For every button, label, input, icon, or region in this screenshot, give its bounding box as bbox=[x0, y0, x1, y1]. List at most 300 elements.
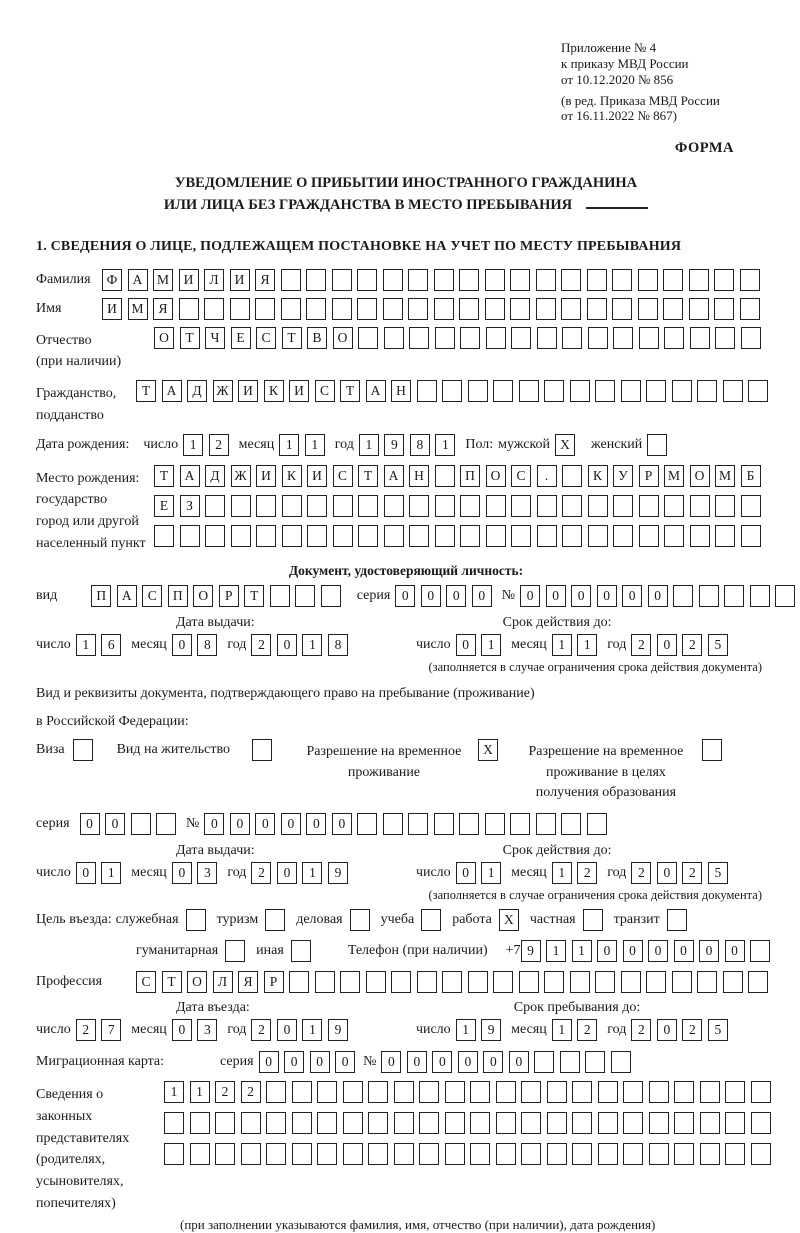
char-box[interactable]: 0 bbox=[657, 1019, 677, 1041]
char-box[interactable] bbox=[434, 269, 454, 291]
char-box[interactable]: У bbox=[613, 465, 633, 487]
char-box[interactable]: 1 bbox=[552, 1019, 572, 1041]
char-box[interactable] bbox=[190, 1112, 210, 1134]
char-box[interactable]: 1 bbox=[552, 862, 572, 884]
char-box[interactable] bbox=[435, 327, 455, 349]
char-box[interactable] bbox=[317, 1081, 337, 1103]
char-box[interactable]: 2 bbox=[577, 1019, 597, 1041]
char-box[interactable] bbox=[332, 269, 352, 291]
char-box[interactable] bbox=[646, 380, 666, 402]
char-box[interactable] bbox=[394, 1112, 414, 1134]
char-box[interactable]: 0 bbox=[407, 1051, 427, 1073]
char-box[interactable]: 1 bbox=[190, 1081, 210, 1103]
char-box[interactable] bbox=[748, 380, 768, 402]
char-box[interactable]: 0 bbox=[306, 813, 326, 835]
char-box[interactable]: 1 bbox=[305, 434, 325, 456]
char-box[interactable] bbox=[295, 585, 315, 607]
char-box[interactable] bbox=[583, 909, 603, 931]
char-box[interactable] bbox=[493, 971, 513, 993]
char-box[interactable] bbox=[460, 495, 480, 517]
char-box[interactable]: Д bbox=[187, 380, 207, 402]
char-box[interactable]: 0 bbox=[483, 1051, 503, 1073]
char-box[interactable] bbox=[741, 525, 761, 547]
char-box[interactable]: 3 bbox=[197, 1019, 217, 1041]
char-box[interactable]: Я bbox=[238, 971, 258, 993]
char-box[interactable]: К bbox=[282, 465, 302, 487]
char-box[interactable] bbox=[317, 1112, 337, 1134]
char-box[interactable]: 0 bbox=[381, 1051, 401, 1073]
char-box[interactable] bbox=[291, 940, 311, 962]
char-box[interactable]: И bbox=[230, 269, 250, 291]
char-box[interactable] bbox=[383, 269, 403, 291]
char-box[interactable]: X bbox=[499, 909, 519, 931]
char-box[interactable]: 1 bbox=[481, 634, 501, 656]
char-box[interactable] bbox=[204, 298, 224, 320]
char-box[interactable] bbox=[537, 525, 557, 547]
char-box[interactable] bbox=[595, 971, 615, 993]
char-box[interactable] bbox=[417, 971, 437, 993]
char-box[interactable] bbox=[230, 298, 250, 320]
char-box[interactable] bbox=[486, 495, 506, 517]
char-box[interactable]: Т bbox=[162, 971, 182, 993]
char-box[interactable]: 1 bbox=[577, 634, 597, 656]
char-box[interactable]: О bbox=[333, 327, 353, 349]
char-box[interactable] bbox=[715, 525, 735, 547]
char-box[interactable] bbox=[561, 813, 581, 835]
char-box[interactable]: 0 bbox=[571, 585, 591, 607]
char-box[interactable]: 1 bbox=[435, 434, 455, 456]
char-box[interactable] bbox=[623, 1112, 643, 1134]
char-box[interactable]: 0 bbox=[509, 1051, 529, 1073]
char-box[interactable] bbox=[368, 1143, 388, 1165]
char-box[interactable] bbox=[292, 1112, 312, 1134]
char-box[interactable]: 2 bbox=[215, 1081, 235, 1103]
char-box[interactable] bbox=[612, 298, 632, 320]
char-box[interactable] bbox=[740, 298, 760, 320]
char-box[interactable] bbox=[613, 327, 633, 349]
char-box[interactable] bbox=[468, 971, 488, 993]
char-box[interactable] bbox=[750, 940, 770, 962]
char-box[interactable] bbox=[435, 495, 455, 517]
char-box[interactable] bbox=[496, 1081, 516, 1103]
char-box[interactable] bbox=[588, 327, 608, 349]
char-box[interactable] bbox=[690, 525, 710, 547]
char-box[interactable] bbox=[384, 495, 404, 517]
char-box[interactable] bbox=[332, 298, 352, 320]
char-box[interactable]: Л bbox=[213, 971, 233, 993]
char-box[interactable] bbox=[459, 298, 479, 320]
char-box[interactable] bbox=[667, 909, 687, 931]
char-box[interactable]: М bbox=[664, 465, 684, 487]
char-box[interactable] bbox=[419, 1081, 439, 1103]
char-box[interactable]: М bbox=[128, 298, 148, 320]
char-box[interactable]: Т bbox=[136, 380, 156, 402]
char-box[interactable] bbox=[639, 495, 659, 517]
char-box[interactable]: 2 bbox=[577, 862, 597, 884]
char-box[interactable] bbox=[434, 298, 454, 320]
char-box[interactable] bbox=[646, 971, 666, 993]
char-box[interactable] bbox=[459, 269, 479, 291]
char-box[interactable]: Ж bbox=[231, 465, 251, 487]
char-box[interactable] bbox=[570, 380, 590, 402]
char-box[interactable] bbox=[417, 380, 437, 402]
char-box[interactable]: Н bbox=[409, 465, 429, 487]
char-box[interactable]: 2 bbox=[682, 634, 702, 656]
char-box[interactable] bbox=[460, 327, 480, 349]
char-box[interactable] bbox=[537, 327, 557, 349]
char-box[interactable] bbox=[496, 1112, 516, 1134]
char-box[interactable] bbox=[775, 585, 795, 607]
char-box[interactable] bbox=[493, 380, 513, 402]
char-box[interactable]: 0 bbox=[657, 634, 677, 656]
char-box[interactable]: 1 bbox=[164, 1081, 184, 1103]
char-box[interactable]: 5 bbox=[708, 1019, 728, 1041]
char-box[interactable] bbox=[521, 1081, 541, 1103]
char-box[interactable] bbox=[315, 971, 335, 993]
char-box[interactable] bbox=[384, 525, 404, 547]
char-box[interactable]: Б bbox=[741, 465, 761, 487]
char-box[interactable]: 0 bbox=[277, 634, 297, 656]
char-box[interactable]: 0 bbox=[648, 585, 668, 607]
char-box[interactable] bbox=[343, 1081, 363, 1103]
char-box[interactable] bbox=[672, 971, 692, 993]
char-box[interactable] bbox=[613, 525, 633, 547]
char-box[interactable] bbox=[674, 1081, 694, 1103]
char-box[interactable]: 2 bbox=[251, 1019, 271, 1041]
char-box[interactable] bbox=[587, 269, 607, 291]
char-box[interactable]: 1 bbox=[76, 634, 96, 656]
char-box[interactable] bbox=[562, 525, 582, 547]
char-box[interactable] bbox=[638, 298, 658, 320]
char-box[interactable] bbox=[740, 269, 760, 291]
char-box[interactable] bbox=[689, 269, 709, 291]
char-box[interactable] bbox=[231, 525, 251, 547]
char-box[interactable] bbox=[570, 971, 590, 993]
char-box[interactable]: И bbox=[238, 380, 258, 402]
char-box[interactable] bbox=[588, 495, 608, 517]
char-box[interactable] bbox=[470, 1143, 490, 1165]
char-box[interactable] bbox=[664, 495, 684, 517]
char-box[interactable] bbox=[697, 380, 717, 402]
char-box[interactable] bbox=[357, 269, 377, 291]
char-box[interactable] bbox=[572, 1081, 592, 1103]
char-box[interactable] bbox=[408, 298, 428, 320]
char-box[interactable] bbox=[725, 1081, 745, 1103]
char-box[interactable]: 0 bbox=[284, 1051, 304, 1073]
char-box[interactable] bbox=[468, 380, 488, 402]
char-box[interactable] bbox=[459, 813, 479, 835]
char-box[interactable] bbox=[715, 495, 735, 517]
char-box[interactable] bbox=[612, 269, 632, 291]
char-box[interactable]: 2 bbox=[682, 862, 702, 884]
char-box[interactable] bbox=[442, 971, 462, 993]
char-box[interactable] bbox=[689, 298, 709, 320]
char-box[interactable] bbox=[741, 495, 761, 517]
char-box[interactable] bbox=[358, 525, 378, 547]
char-box[interactable]: М bbox=[715, 465, 735, 487]
char-box[interactable] bbox=[521, 1143, 541, 1165]
char-box[interactable] bbox=[154, 525, 174, 547]
char-box[interactable] bbox=[663, 298, 683, 320]
char-box[interactable]: 0 bbox=[277, 862, 297, 884]
char-box[interactable] bbox=[561, 298, 581, 320]
char-box[interactable] bbox=[73, 739, 93, 761]
char-box[interactable] bbox=[623, 1081, 643, 1103]
char-box[interactable] bbox=[383, 298, 403, 320]
char-box[interactable] bbox=[724, 585, 744, 607]
char-box[interactable] bbox=[536, 298, 556, 320]
char-box[interactable]: 2 bbox=[209, 434, 229, 456]
char-box[interactable] bbox=[470, 1112, 490, 1134]
char-box[interactable] bbox=[357, 298, 377, 320]
char-box[interactable] bbox=[333, 525, 353, 547]
char-box[interactable] bbox=[519, 971, 539, 993]
char-box[interactable] bbox=[690, 495, 710, 517]
char-box[interactable]: Т bbox=[154, 465, 174, 487]
char-box[interactable]: 0 bbox=[172, 862, 192, 884]
char-box[interactable] bbox=[164, 1143, 184, 1165]
char-box[interactable] bbox=[674, 1112, 694, 1134]
char-box[interactable] bbox=[486, 327, 506, 349]
char-box[interactable]: 1 bbox=[101, 862, 121, 884]
char-box[interactable]: 0 bbox=[597, 585, 617, 607]
char-box[interactable]: 0 bbox=[446, 585, 466, 607]
char-box[interactable]: М bbox=[153, 269, 173, 291]
char-box[interactable]: 2 bbox=[682, 1019, 702, 1041]
char-box[interactable]: 0 bbox=[458, 1051, 478, 1073]
char-box[interactable] bbox=[485, 813, 505, 835]
char-box[interactable]: Ч bbox=[205, 327, 225, 349]
char-box[interactable] bbox=[521, 1112, 541, 1134]
char-box[interactable]: 0 bbox=[230, 813, 250, 835]
char-box[interactable]: 0 bbox=[699, 940, 719, 962]
char-box[interactable] bbox=[560, 1051, 580, 1073]
char-box[interactable] bbox=[282, 525, 302, 547]
char-box[interactable]: И bbox=[307, 465, 327, 487]
char-box[interactable] bbox=[409, 495, 429, 517]
char-box[interactable]: 0 bbox=[310, 1051, 330, 1073]
char-box[interactable] bbox=[598, 1143, 618, 1165]
char-box[interactable] bbox=[741, 327, 761, 349]
char-box[interactable]: Я bbox=[153, 298, 173, 320]
char-box[interactable] bbox=[511, 525, 531, 547]
char-box[interactable]: 2 bbox=[241, 1081, 261, 1103]
char-box[interactable] bbox=[510, 269, 530, 291]
char-box[interactable]: С bbox=[315, 380, 335, 402]
char-box[interactable] bbox=[547, 1112, 567, 1134]
char-box[interactable]: 0 bbox=[259, 1051, 279, 1073]
char-box[interactable]: 2 bbox=[76, 1019, 96, 1041]
char-box[interactable]: Н bbox=[391, 380, 411, 402]
char-box[interactable] bbox=[435, 525, 455, 547]
char-box[interactable]: О bbox=[690, 465, 710, 487]
char-box[interactable]: 1 bbox=[302, 862, 322, 884]
char-box[interactable]: П bbox=[460, 465, 480, 487]
char-box[interactable]: С bbox=[256, 327, 276, 349]
char-box[interactable]: 1 bbox=[183, 434, 203, 456]
char-box[interactable] bbox=[751, 1081, 771, 1103]
char-box[interactable] bbox=[266, 1143, 286, 1165]
char-box[interactable] bbox=[639, 327, 659, 349]
char-box[interactable] bbox=[485, 298, 505, 320]
char-box[interactable] bbox=[544, 971, 564, 993]
char-box[interactable] bbox=[562, 495, 582, 517]
char-box[interactable]: С bbox=[136, 971, 156, 993]
char-box[interactable]: 2 bbox=[251, 862, 271, 884]
char-box[interactable]: И bbox=[256, 465, 276, 487]
char-box[interactable] bbox=[289, 971, 309, 993]
char-box[interactable] bbox=[256, 495, 276, 517]
char-box[interactable] bbox=[673, 585, 693, 607]
char-box[interactable]: 0 bbox=[648, 940, 668, 962]
char-box[interactable]: О bbox=[154, 327, 174, 349]
char-box[interactable] bbox=[674, 1143, 694, 1165]
char-box[interactable]: С bbox=[333, 465, 353, 487]
char-box[interactable] bbox=[368, 1081, 388, 1103]
char-box[interactable] bbox=[672, 380, 692, 402]
char-box[interactable] bbox=[587, 298, 607, 320]
char-box[interactable] bbox=[340, 971, 360, 993]
char-box[interactable]: С bbox=[511, 465, 531, 487]
char-box[interactable]: 1 bbox=[546, 940, 566, 962]
char-box[interactable] bbox=[435, 465, 455, 487]
char-box[interactable]: П bbox=[91, 585, 111, 607]
char-box[interactable] bbox=[519, 380, 539, 402]
char-box[interactable] bbox=[725, 1143, 745, 1165]
char-box[interactable] bbox=[723, 971, 743, 993]
char-box[interactable] bbox=[445, 1112, 465, 1134]
char-box[interactable] bbox=[419, 1143, 439, 1165]
char-box[interactable]: X bbox=[478, 739, 498, 761]
char-box[interactable] bbox=[470, 1081, 490, 1103]
char-box[interactable]: 0 bbox=[332, 813, 352, 835]
char-box[interactable]: 0 bbox=[255, 813, 275, 835]
char-box[interactable] bbox=[611, 1051, 631, 1073]
char-box[interactable] bbox=[621, 380, 641, 402]
char-box[interactable]: А bbox=[128, 269, 148, 291]
char-box[interactable] bbox=[748, 971, 768, 993]
char-box[interactable]: Т bbox=[282, 327, 302, 349]
char-box[interactable]: К bbox=[264, 380, 284, 402]
char-box[interactable] bbox=[307, 525, 327, 547]
char-box[interactable]: 0 bbox=[204, 813, 224, 835]
char-box[interactable]: 0 bbox=[597, 940, 617, 962]
char-box[interactable]: О bbox=[193, 585, 213, 607]
char-box[interactable] bbox=[750, 585, 770, 607]
char-box[interactable] bbox=[663, 269, 683, 291]
char-box[interactable]: 1 bbox=[359, 434, 379, 456]
char-box[interactable] bbox=[700, 1143, 720, 1165]
char-box[interactable] bbox=[561, 269, 581, 291]
char-box[interactable]: З bbox=[180, 495, 200, 517]
char-box[interactable] bbox=[409, 327, 429, 349]
char-box[interactable] bbox=[445, 1143, 465, 1165]
char-box[interactable]: О bbox=[486, 465, 506, 487]
char-box[interactable]: Л bbox=[204, 269, 224, 291]
char-box[interactable]: 0 bbox=[277, 1019, 297, 1041]
char-box[interactable]: Е bbox=[231, 327, 251, 349]
char-box[interactable] bbox=[434, 813, 454, 835]
char-box[interactable]: 0 bbox=[335, 1051, 355, 1073]
char-box[interactable]: С bbox=[142, 585, 162, 607]
char-box[interactable]: Т bbox=[244, 585, 264, 607]
char-box[interactable] bbox=[486, 525, 506, 547]
char-box[interactable] bbox=[621, 971, 641, 993]
char-box[interactable]: Д bbox=[205, 465, 225, 487]
char-box[interactable] bbox=[697, 971, 717, 993]
char-box[interactable] bbox=[460, 525, 480, 547]
char-box[interactable] bbox=[252, 739, 272, 761]
char-box[interactable]: 0 bbox=[472, 585, 492, 607]
char-box[interactable]: 1 bbox=[552, 634, 572, 656]
char-box[interactable] bbox=[562, 465, 582, 487]
char-box[interactable] bbox=[231, 495, 251, 517]
char-box[interactable]: И bbox=[179, 269, 199, 291]
char-box[interactable]: X bbox=[555, 434, 575, 456]
char-box[interactable]: Р bbox=[219, 585, 239, 607]
char-box[interactable] bbox=[358, 327, 378, 349]
char-box[interactable] bbox=[702, 739, 722, 761]
char-box[interactable]: 1 bbox=[572, 940, 592, 962]
char-box[interactable] bbox=[270, 585, 290, 607]
char-box[interactable]: 2 bbox=[631, 1019, 651, 1041]
char-box[interactable]: 0 bbox=[456, 862, 476, 884]
char-box[interactable] bbox=[485, 269, 505, 291]
char-box[interactable] bbox=[623, 1143, 643, 1165]
char-box[interactable] bbox=[179, 298, 199, 320]
char-box[interactable]: 0 bbox=[76, 862, 96, 884]
char-box[interactable] bbox=[649, 1081, 669, 1103]
char-box[interactable] bbox=[366, 971, 386, 993]
char-box[interactable] bbox=[699, 585, 719, 607]
char-box[interactable] bbox=[445, 1081, 465, 1103]
char-box[interactable] bbox=[350, 909, 370, 931]
char-box[interactable] bbox=[408, 813, 428, 835]
char-box[interactable]: 1 bbox=[279, 434, 299, 456]
char-box[interactable] bbox=[572, 1112, 592, 1134]
char-box[interactable]: . bbox=[537, 465, 557, 487]
char-box[interactable] bbox=[333, 495, 353, 517]
char-box[interactable]: П bbox=[168, 585, 188, 607]
char-box[interactable]: Т bbox=[358, 465, 378, 487]
char-box[interactable]: Е bbox=[154, 495, 174, 517]
char-box[interactable] bbox=[585, 1051, 605, 1073]
char-box[interactable]: 0 bbox=[421, 585, 441, 607]
char-box[interactable] bbox=[205, 495, 225, 517]
char-box[interactable] bbox=[383, 813, 403, 835]
char-box[interactable]: 0 bbox=[172, 1019, 192, 1041]
char-box[interactable] bbox=[496, 1143, 516, 1165]
char-box[interactable] bbox=[649, 1143, 669, 1165]
char-box[interactable] bbox=[215, 1143, 235, 1165]
char-box[interactable] bbox=[409, 525, 429, 547]
char-box[interactable] bbox=[510, 298, 530, 320]
char-box[interactable] bbox=[321, 585, 341, 607]
char-box[interactable]: Ж bbox=[213, 380, 233, 402]
char-box[interactable] bbox=[255, 298, 275, 320]
char-box[interactable] bbox=[700, 1081, 720, 1103]
char-box[interactable] bbox=[664, 525, 684, 547]
char-box[interactable]: 3 bbox=[197, 862, 217, 884]
char-box[interactable]: И bbox=[102, 298, 122, 320]
char-box[interactable] bbox=[547, 1081, 567, 1103]
char-box[interactable]: 5 bbox=[708, 634, 728, 656]
char-box[interactable]: 0 bbox=[657, 862, 677, 884]
char-box[interactable] bbox=[647, 434, 667, 456]
char-box[interactable] bbox=[343, 1143, 363, 1165]
char-box[interactable] bbox=[511, 495, 531, 517]
char-box[interactable]: О bbox=[187, 971, 207, 993]
